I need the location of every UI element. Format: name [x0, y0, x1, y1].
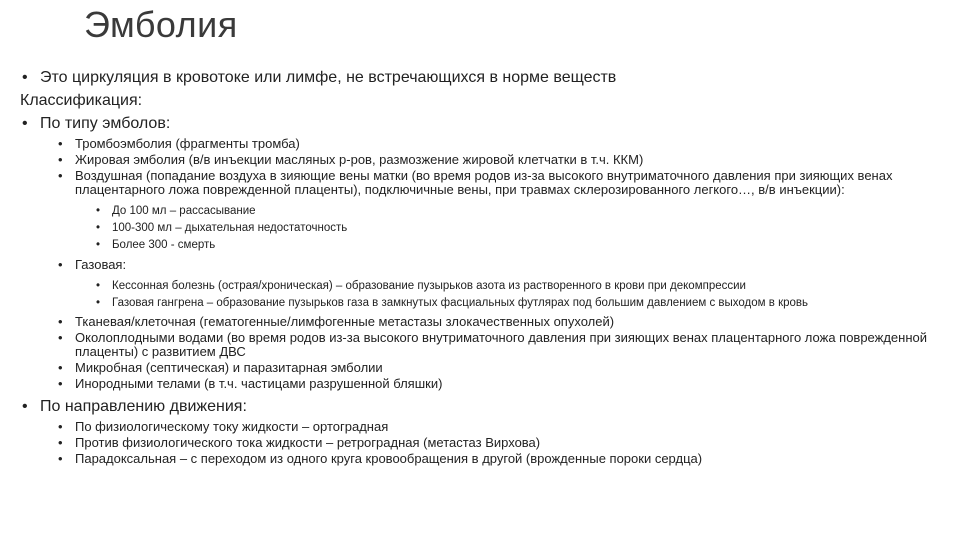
slide-title: Эмболия	[84, 4, 238, 45]
sub-list-item: • Газовая гангрена – образование пузырьков газа в замкнутых фасциальных футлярах под большим давлением с выходом в кровь	[20, 297, 940, 310]
list-item: • Микробная (септическая) и паразитарная эмболии	[20, 361, 940, 375]
slide-content	[20, 68, 940, 468]
list-item: • Инородными телами (в т.ч. частицами разрушенной бляшки)	[20, 377, 940, 391]
list-item: • Газовая:	[20, 258, 940, 272]
by-direction-heading: • По направлению движения:	[20, 397, 940, 417]
sub-list-item: • 100-300 мл – дыхательная недостаточность	[20, 222, 940, 235]
list-item: • Тромбоэмболия (фрагменты тромба)	[20, 137, 940, 151]
list-item: • Против физиологического тока жидкости – ретроградная (метастаз Вирхова)	[20, 436, 940, 450]
sub-list-item: • Более 300 - смерть	[20, 239, 940, 252]
list-item: • Околоплодными водами (во время родов из-за высокого внутриматочного давления при зияющих венах плацентарного ложа поврежденной плаценты) с развитием ДВС	[20, 331, 940, 359]
list-item: • Жировая эмболия (в/в инъекции масляных р-ров, размозжение жировой клетчатки в т.ч. ККМ)	[20, 153, 940, 167]
intro-bullet: • Это циркуляция в кровотоке или лимфе, не встречающихся в норме веществ	[20, 68, 940, 88]
list-item: • По физиологическому току жидкости – ортоградная	[20, 420, 940, 434]
sub-list-item: • Кессонная болезнь (острая/хроническая) – образование пузырьков азота из растворенного в крови при декомпрессии	[20, 280, 940, 293]
list-item: • Тканевая/клеточная (гематогенные/лимфогенные метастазы злокачественных опухолей)	[20, 315, 940, 329]
sub-list-item: • До 100 мл – рассасывание	[20, 205, 940, 218]
list-item: • Парадоксальная – с переходом из одного круга кровообращения в другой (врожденные пороки сердца)	[20, 452, 940, 466]
classification-label: Классификация:	[20, 92, 143, 109]
list-item: • Воздушная (попадание воздуха в зияющие вены матки (во время родов из-за высокого внутриматочного давления при зияющих венах плацентарного ложа поврежденной плаценты), подключичные вены, при травмах склерозированного легкого…, в/в инъекции):	[20, 169, 940, 197]
by-type-heading: • По типу эмболов:	[20, 114, 940, 134]
